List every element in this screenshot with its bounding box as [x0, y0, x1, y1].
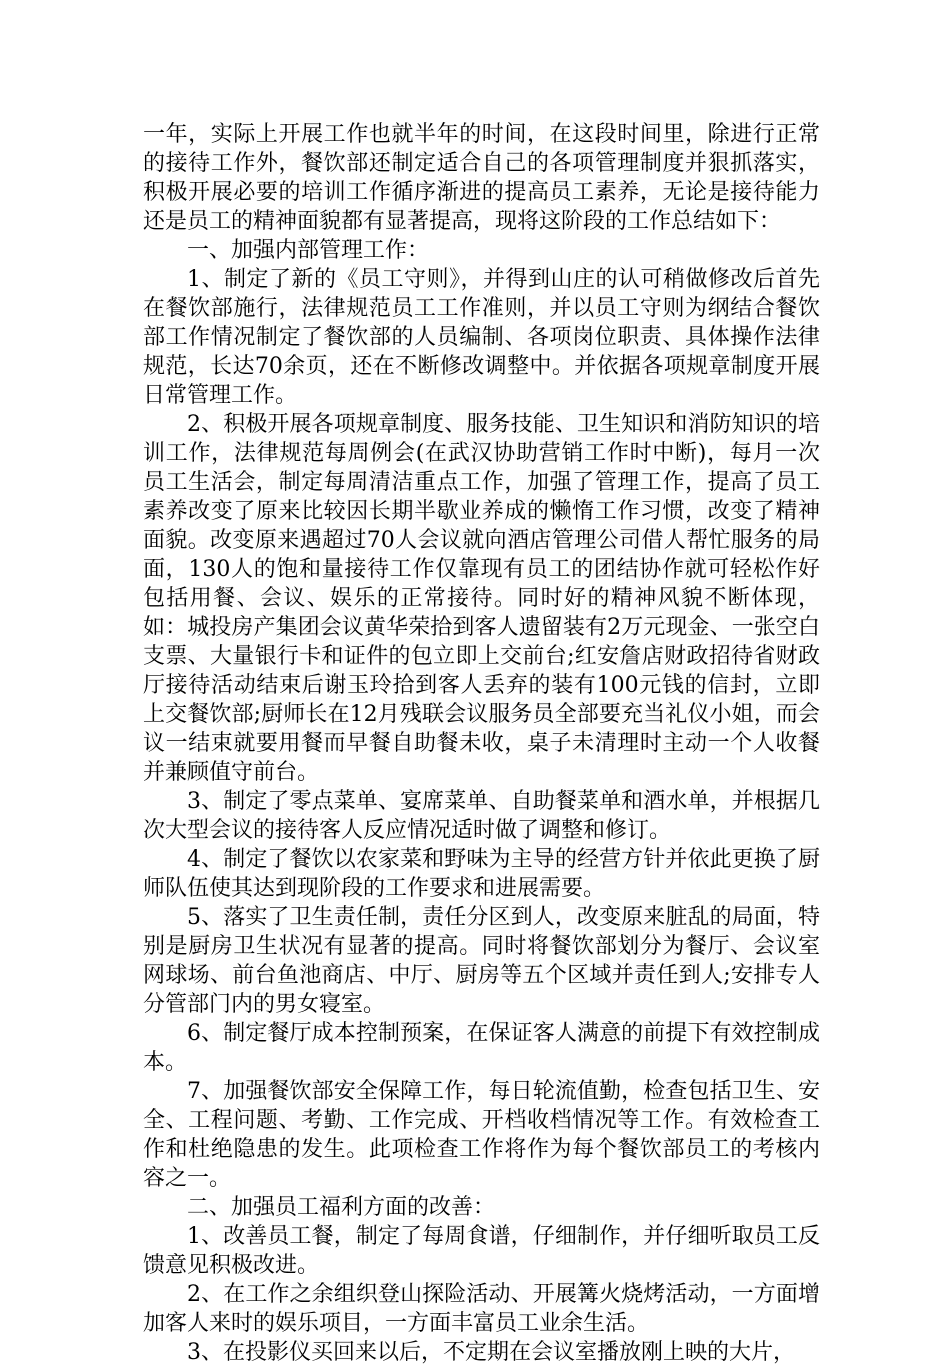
list-item-training: 2、积极开展各项规章制度、服务技能、卫生知识和消防知识的培训工作，法律规范每周例会(在武汉协助营销工作时中断)，每月一次员工生活会，制定每周清洁重点工作，加强了管理工作，提高了员工素养改变了原来比较因长期半歇业养成的懒惰工作习惯，改变了精神面貌。改变原来遇超过70人会议就向酒店管理公司借人帮忙服务的局面，130人的饱和量接待工作仅靠现有员工的团结协作就可轻松作好包括用餐、会议、娱乐的正常接待。同时好的精神风貌不断体现，如：城投房产集团会议黄华荣拾到客人遗留装有2万元现金、一张空白支票、大量银行卡和证件的包立即上交前台;红安詹店财政招待省财政厅接待活动结束后谢玉玲拾到客人丢弃的装有100元钱的信封，立即上交餐饮部;厨师长在12月残联会议服务员全部要充当礼仪小姐，而会议一结束就要用餐而早餐自助餐未收，桌子未清理时主动一个人收餐并兼顾值守前台。 [143, 412, 820, 785]
list-item-hygiene: 5、落实了卫生责任制，责任分区到人，改变原来脏乱的局面，特别是厨房卫生状况有显著的提高。同时将餐饮部划分为餐厅、会议室网球场、前台鱼池商店、中厅、厨房等五个区域并责任到人;安排专人分管部门内的男女寝室。 [143, 905, 820, 1017]
list-item-menus: 3、制定了零点菜单、宴席菜单、自助餐菜单和酒水单，并根据几次大型会议的接待客人反应情况适时做了调整和修订。 [143, 789, 820, 843]
document-page [143, 120, 820, 1367]
list-item-activities: 2、在工作之余组织登山探险活动、开展篝火烧烤活动，一方面增加客人来时的娱乐项目，一方面丰富员工业余生活。 [143, 1282, 820, 1336]
intro-paragraph: 一年，实际上开展工作也就半年的时间，在这段时间里，除进行正常的接待工作外，餐饮部还制定适合自己的各项管理制度并狠抓落实，积极开展必要的培训工作循序渐进的提高员工素养，无论是接待能力还是员工的精神面貌都有显著提高，现将这阶段的工作总结如下： [143, 122, 820, 234]
list-item-staff-meals: 1、改善员工餐，制定了每周食谱，仔细制作，并仔细听取员工反馈意见积极改进。 [143, 1224, 820, 1278]
list-item-safety: 7、加强餐饮部安全保障工作，每日轮流值勤，检查包括卫生、安全、工程问题、考勤、工作完成、开档收档情况等工作。有效检查工作和杜绝隐患的发生。此项检查工作将作为每个餐饮部员工的考核内容之一。 [143, 1079, 820, 1191]
list-item-projector: 3、在投影仪买回来以后，不定期在会议室播放刚上映的大片， [187, 1340, 795, 1365]
list-item-employee-handbook: 1、制定了新的《员工守则》，并得到山庄的认可稍做修改后首先在餐饮部施行，法律规范员工工作准则，并以员工守则为纲结合餐饮部工作情况制定了餐饮部的人员编制、各项岗位职责、具体操作法律规范，长达70余页，还在不断修改调整中。并依据各项规章制度开展日常管理工作。 [143, 267, 820, 408]
list-item-business-policy: 4、制定了餐饮以农家菜和野味为主导的经营方针并依此更换了厨师队伍使其达到现阶段的工作要求和进展需要。 [143, 847, 820, 901]
section-heading-employee-welfare: 二、加强员工福利方面的改善： [187, 1195, 496, 1220]
list-item-cost-control: 6、制定餐厅成本控制预案，在保证客人满意的前提下有效控制成本。 [143, 1021, 820, 1075]
section-heading-internal-management: 一、加强内部管理工作： [187, 238, 430, 263]
